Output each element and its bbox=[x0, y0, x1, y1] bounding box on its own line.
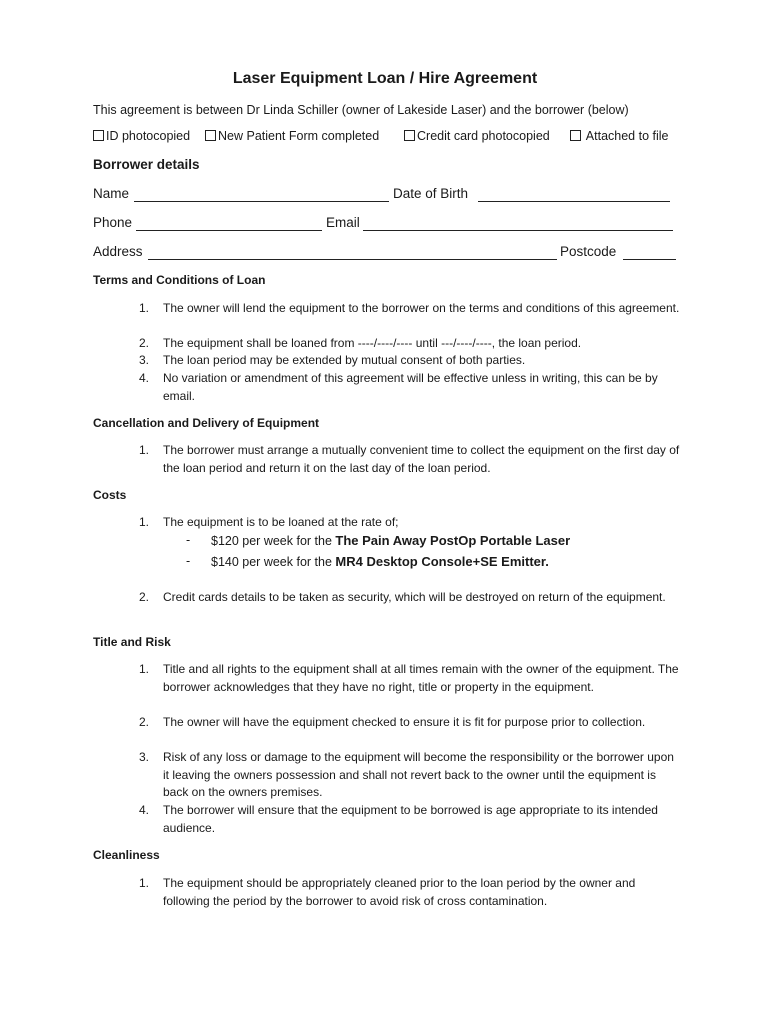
list-text: Risk of any loss or damage to the equipment will become the responsibility or the borrower upon it leaving the owners possession and shall not revert back to the owner until the equipment is back on the owners premises. bbox=[163, 750, 674, 799]
email-field[interactable] bbox=[363, 230, 673, 231]
list-text: The loan period may be extended by mutual consent of both parties. bbox=[163, 353, 526, 367]
phone-field[interactable] bbox=[136, 230, 322, 231]
name-dob-row bbox=[93, 186, 693, 204]
list-text: The borrower will ensure that the equipment to be borrowed is age appropriate to its intended audience. bbox=[163, 803, 658, 835]
list-text: The equipment should be appropriately cleaned prior to the loan period by the owner and following the period by the borrower to avoid risk of cross contamination. bbox=[163, 876, 636, 908]
list-number: 1. bbox=[139, 876, 150, 890]
checkbox-label: Attached to file bbox=[583, 129, 669, 143]
list-number: 2. bbox=[139, 590, 150, 604]
document-title: Laser Equipment Loan / Hire Agreement bbox=[232, 70, 538, 87]
list-number: 2. bbox=[139, 336, 150, 350]
borrower-details-heading: Borrower details bbox=[93, 157, 200, 172]
checkbox-icon[interactable] bbox=[93, 130, 104, 141]
list-text: The owner will have the equipment checked to ensure it is fit for purpose prior to collection. bbox=[163, 715, 646, 729]
intro-text: This agreement is between Dr Linda Schiller (owner of Lakeside Laser) and the borrower (below) bbox=[93, 103, 629, 117]
name-field[interactable] bbox=[134, 201, 389, 202]
list-number: 1. bbox=[139, 301, 150, 315]
checkbox-credit-card-photocopied[interactable] bbox=[404, 129, 550, 143]
checkbox-icon[interactable] bbox=[570, 130, 581, 141]
bullet-dash: - bbox=[186, 554, 191, 568]
list-text: Title and all rights to the equipment shall at all times remain with the owner of the equipment. The borrower acknowledges that they have no right, title or property in the equipment. bbox=[163, 662, 679, 694]
checkbox-new-patient-form[interactable] bbox=[205, 129, 379, 143]
list-number: 1. bbox=[139, 443, 150, 457]
terms-heading: Terms and Conditions of Loan bbox=[93, 273, 266, 287]
list-text: The equipment shall be loaned from ----/----/---- until ---/----/----, the loan period. bbox=[163, 336, 582, 350]
list-number: 2. bbox=[139, 715, 150, 729]
postcode-field[interactable] bbox=[623, 259, 676, 260]
list-number: 1. bbox=[139, 662, 150, 676]
postcode-label: Postcode bbox=[560, 244, 617, 259]
checkbox-row bbox=[93, 129, 693, 147]
checkbox-id-photocopied[interactable] bbox=[93, 129, 190, 143]
bullet-dash: - bbox=[186, 533, 191, 547]
phone-email-row bbox=[93, 215, 693, 233]
list-text: The borrower must arrange a mutually convenient time to collect the equipment on the first day of the loan period and return it on the last day of the loan period. bbox=[163, 443, 680, 475]
name-label: Name bbox=[93, 186, 130, 201]
cancellation-heading: Cancellation and Delivery of Equipment bbox=[93, 416, 320, 430]
dob-field[interactable] bbox=[478, 201, 670, 202]
checkbox-icon[interactable] bbox=[404, 130, 415, 141]
address-field[interactable] bbox=[148, 259, 557, 260]
price-text: $140 per week for the bbox=[211, 555, 336, 569]
dob-label: Date of Birth bbox=[393, 186, 469, 201]
list-text: Credit cards details to be taken as security, which will be destroyed on return of the equipment. bbox=[163, 590, 666, 604]
list-text: The owner will lend the equipment to the borrower on the terms and conditions of this agreement. bbox=[163, 301, 680, 315]
list-number: 3. bbox=[139, 750, 150, 764]
list-number: 1. bbox=[139, 515, 150, 529]
list-text: The equipment is to be loaned at the rate of; bbox=[163, 515, 399, 529]
price-text: $120 per week for the bbox=[211, 534, 336, 548]
checkbox-label: ID photocopied bbox=[106, 129, 191, 143]
address-label: Address bbox=[93, 244, 143, 259]
list-text: No variation or amendment of this agreement will be effective unless in writing, this can be by email. bbox=[163, 371, 658, 403]
product-name: The Pain Away PostOp Portable Laser bbox=[335, 533, 571, 548]
checkbox-icon[interactable] bbox=[205, 130, 216, 141]
costs-heading: Costs bbox=[93, 488, 127, 502]
product-name: MR4 Desktop Console+SE Emitter. bbox=[335, 554, 549, 569]
checkbox-attached-to-file[interactable] bbox=[570, 129, 668, 143]
list-number: 4. bbox=[139, 803, 150, 817]
checkbox-label: Credit card photocopied bbox=[417, 129, 550, 143]
title-risk-heading: Title and Risk bbox=[93, 635, 171, 649]
phone-label: Phone bbox=[93, 215, 133, 230]
list-number: 4. bbox=[139, 371, 150, 385]
checkbox-label: New Patient Form completed bbox=[218, 129, 380, 143]
cleanliness-heading: Cleanliness bbox=[93, 848, 160, 862]
address-postcode-row bbox=[93, 244, 693, 262]
email-label: Email bbox=[326, 215, 360, 230]
list-number: 3. bbox=[139, 353, 150, 367]
